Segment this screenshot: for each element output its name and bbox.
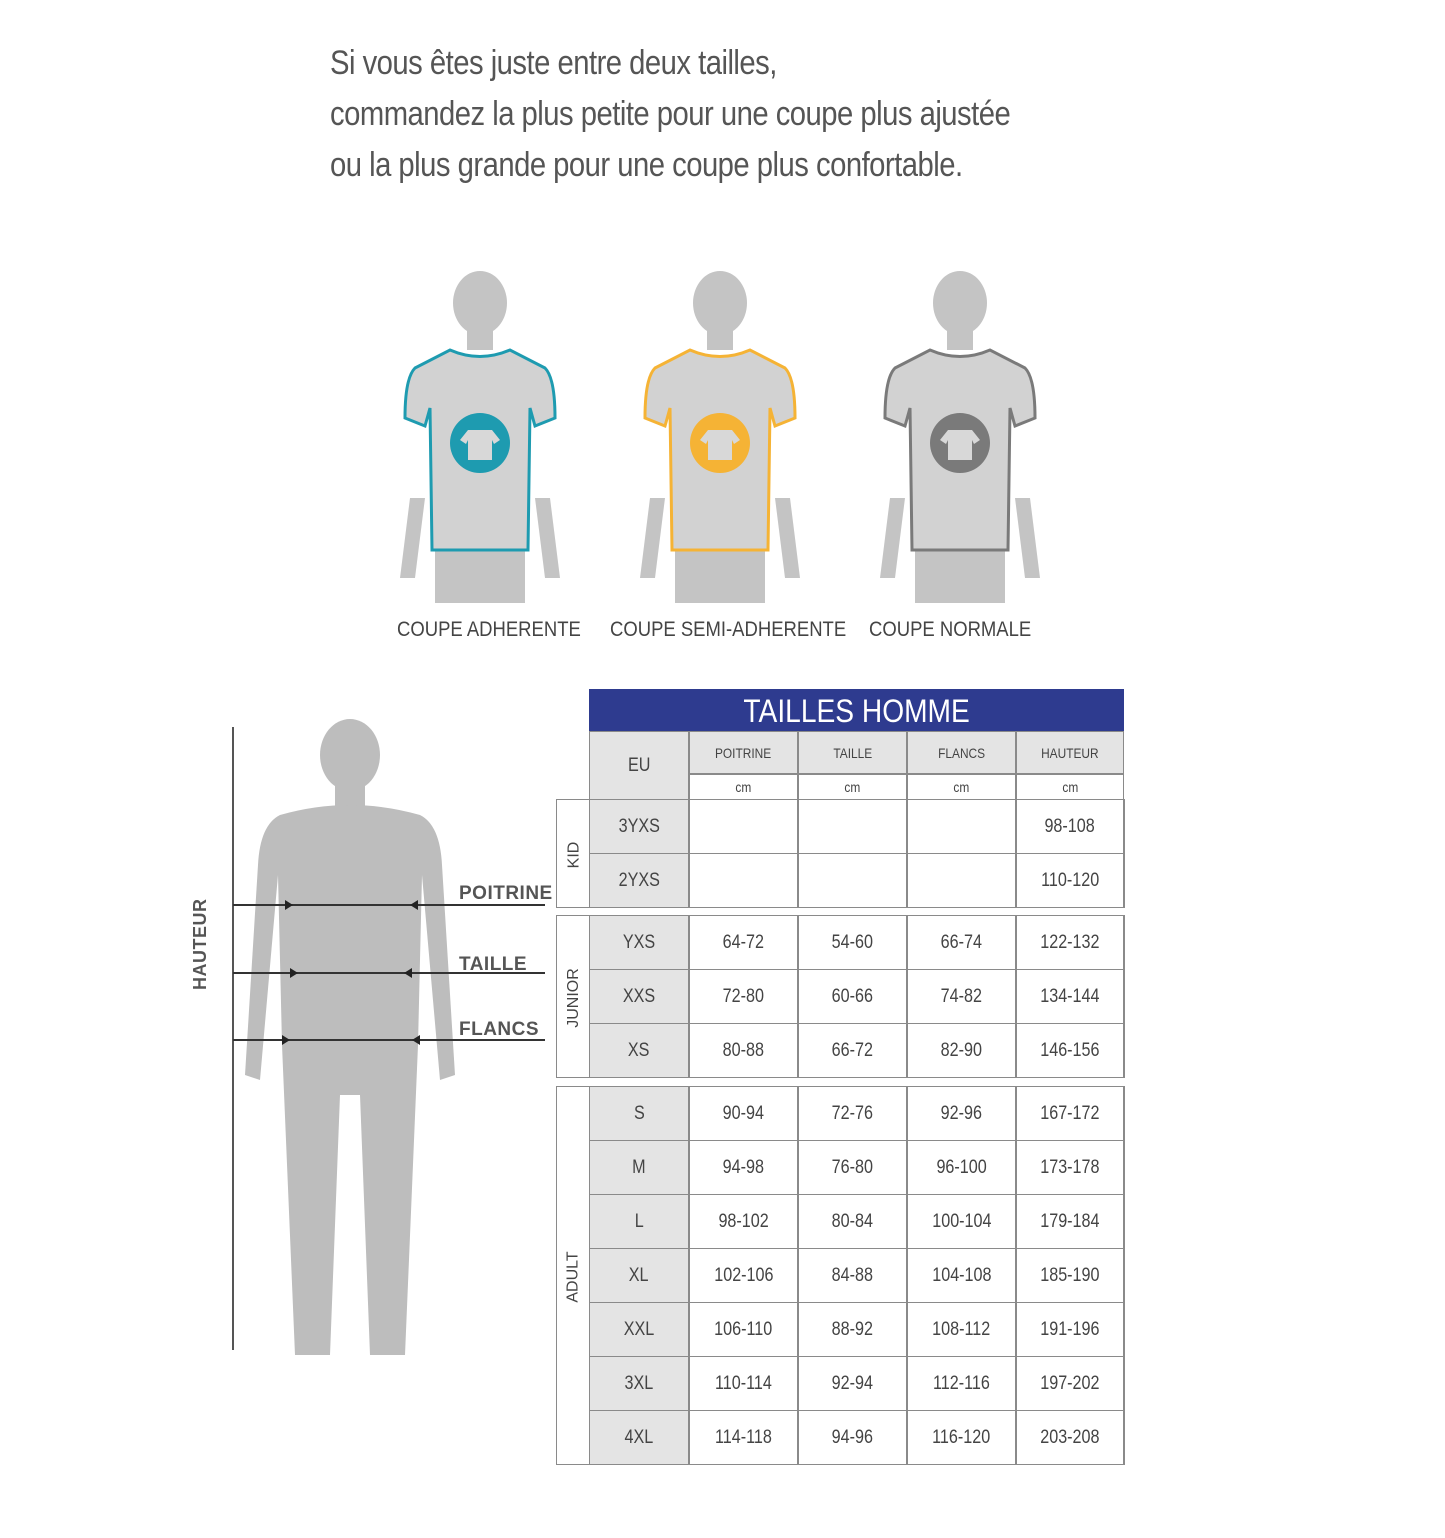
fit-figure-2-icon bbox=[620, 268, 820, 608]
value-cell: 90-94 bbox=[689, 1086, 798, 1141]
size-cell: XXL bbox=[589, 1302, 689, 1357]
eu-header: EU bbox=[589, 731, 689, 800]
table-title: TAILLES HOMME bbox=[589, 689, 1124, 731]
intro-line: commandez la plus petite pour une coupe plus ajustée bbox=[330, 95, 1011, 133]
value-cell: 64-72 bbox=[689, 915, 798, 970]
value-cell: 110-114 bbox=[689, 1356, 798, 1411]
fit-figure-1-icon bbox=[380, 268, 580, 608]
value-cell bbox=[689, 853, 798, 908]
value-cell: 116-120 bbox=[907, 1410, 1016, 1465]
size-cell: S bbox=[589, 1086, 689, 1141]
value-cell: 92-96 bbox=[907, 1086, 1016, 1141]
fit-label: COUPE NORMALE bbox=[869, 618, 1032, 641]
value-cell: 74-82 bbox=[907, 969, 1016, 1024]
value-cell: 203-208 bbox=[1016, 1410, 1124, 1465]
unit-label: cm bbox=[1016, 774, 1124, 800]
column-header: HAUTEUR bbox=[1016, 731, 1124, 774]
value-cell: 197-202 bbox=[1016, 1356, 1124, 1411]
size-cell: L bbox=[589, 1194, 689, 1249]
fit-label: COUPE SEMI-ADHERENTE bbox=[610, 618, 847, 641]
value-cell: 80-88 bbox=[689, 1023, 798, 1078]
size-cell: XS bbox=[589, 1023, 689, 1078]
value-cell: 80-84 bbox=[798, 1194, 907, 1249]
value-cell: 66-74 bbox=[907, 915, 1016, 970]
group-label: JUNIOR bbox=[565, 967, 582, 1028]
value-cell: 54-60 bbox=[798, 915, 907, 970]
value-cell: 94-98 bbox=[689, 1140, 798, 1195]
group-label: KID bbox=[564, 841, 582, 868]
size-cell: 3YXS bbox=[589, 799, 689, 854]
value-cell: 82-90 bbox=[907, 1023, 1016, 1078]
value-cell: 66-72 bbox=[798, 1023, 907, 1078]
fit-figure-3-icon bbox=[860, 268, 1060, 608]
value-cell: 185-190 bbox=[1016, 1248, 1124, 1303]
value-cell: 72-76 bbox=[798, 1086, 907, 1141]
value-cell: 106-110 bbox=[689, 1302, 798, 1357]
column-header: FLANCS bbox=[907, 731, 1016, 774]
value-cell: 98-102 bbox=[689, 1194, 798, 1249]
unit-label: cm bbox=[907, 774, 1016, 800]
value-cell: 146-156 bbox=[1016, 1023, 1124, 1078]
unit-label: cm bbox=[689, 774, 798, 800]
value-cell: 76-80 bbox=[798, 1140, 907, 1195]
size-cell: YXS bbox=[589, 915, 689, 970]
intro-line: Si vous êtes juste entre deux tailles, bbox=[330, 44, 777, 82]
size-cell: XL bbox=[589, 1248, 689, 1303]
group-label: ADULT bbox=[565, 1250, 583, 1303]
waist-label: TAILLE bbox=[459, 954, 528, 975]
value-cell: 92-94 bbox=[798, 1356, 907, 1411]
unit-label: cm bbox=[798, 774, 907, 800]
value-cell: 110-120 bbox=[1016, 853, 1124, 908]
value-cell: 173-178 bbox=[1016, 1140, 1124, 1195]
height-label: HAUTEUR bbox=[190, 898, 210, 990]
value-cell: 100-104 bbox=[907, 1194, 1016, 1249]
value-cell: 191-196 bbox=[1016, 1302, 1124, 1357]
value-cell: 114-118 bbox=[689, 1410, 798, 1465]
value-cell bbox=[907, 853, 1016, 908]
value-cell bbox=[907, 799, 1016, 854]
value-cell: 94-96 bbox=[798, 1410, 907, 1465]
fit-label: COUPE ADHERENTE bbox=[397, 618, 581, 641]
size-cell: 2YXS bbox=[589, 853, 689, 908]
value-cell: 96-100 bbox=[907, 1140, 1016, 1195]
value-cell: 112-116 bbox=[907, 1356, 1016, 1411]
column-header: TAILLE bbox=[798, 731, 907, 774]
column-header: POITRINE bbox=[689, 731, 798, 774]
intro-line: ou la plus grande pour une coupe plus confortable. bbox=[330, 146, 963, 184]
value-cell: 60-66 bbox=[798, 969, 907, 1024]
chest-label: POITRINE bbox=[459, 883, 553, 904]
value-cell: 84-88 bbox=[798, 1248, 907, 1303]
hips-label: FLANCS bbox=[459, 1019, 540, 1040]
size-cell: 4XL bbox=[589, 1410, 689, 1465]
value-cell: 88-92 bbox=[798, 1302, 907, 1357]
value-cell bbox=[689, 799, 798, 854]
value-cell: 108-112 bbox=[907, 1302, 1016, 1357]
value-cell: 122-132 bbox=[1016, 915, 1124, 970]
value-cell: 179-184 bbox=[1016, 1194, 1124, 1249]
size-cell: XXS bbox=[589, 969, 689, 1024]
value-cell bbox=[798, 853, 907, 908]
intro-text bbox=[330, 38, 1330, 191]
value-cell: 167-172 bbox=[1016, 1086, 1124, 1141]
value-cell bbox=[798, 799, 907, 854]
size-cell: 3XL bbox=[589, 1356, 689, 1411]
value-cell: 72-80 bbox=[689, 969, 798, 1024]
value-cell: 102-106 bbox=[689, 1248, 798, 1303]
value-cell: 134-144 bbox=[1016, 969, 1124, 1024]
value-cell: 98-108 bbox=[1016, 799, 1124, 854]
size-cell: M bbox=[589, 1140, 689, 1195]
value-cell: 104-108 bbox=[907, 1248, 1016, 1303]
